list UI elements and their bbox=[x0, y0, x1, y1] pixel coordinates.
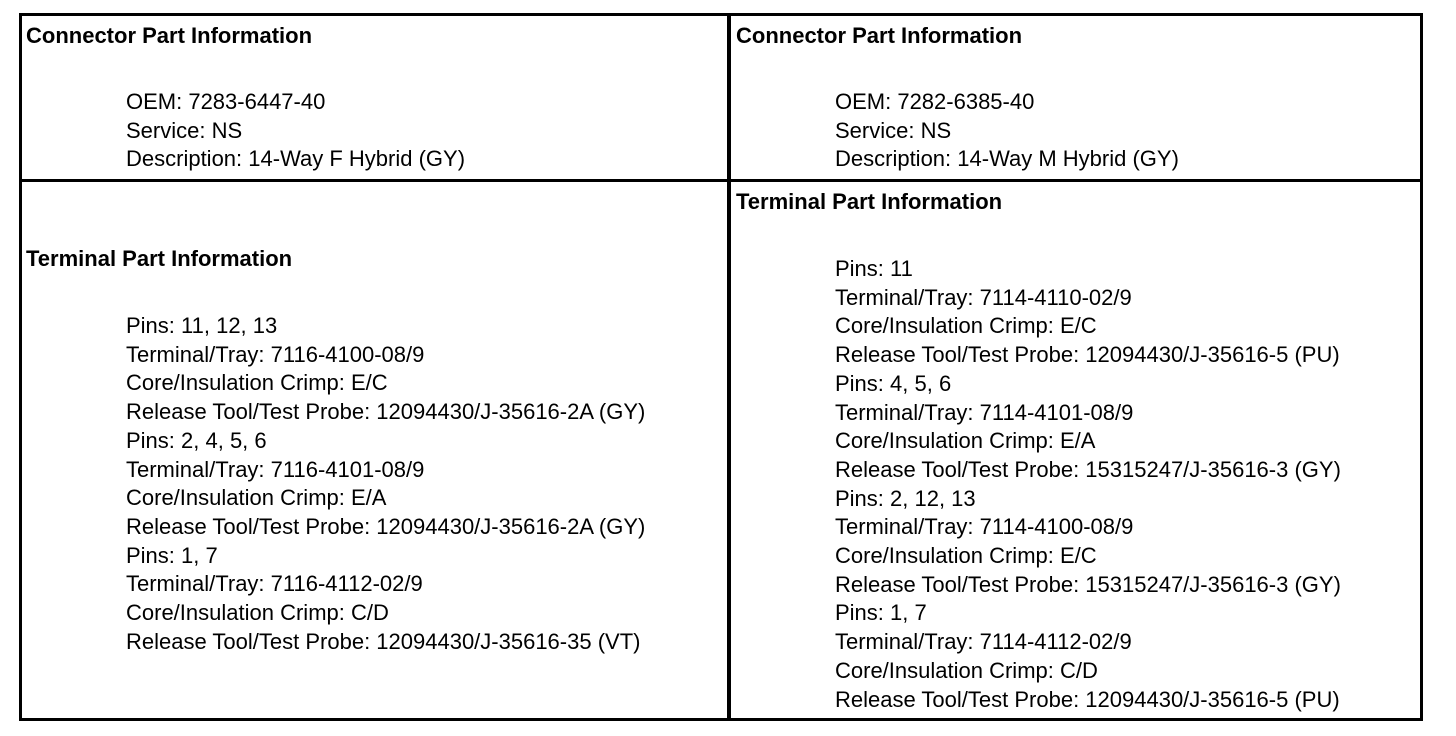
right-terminal-release-tool: Release Tool/Test Probe: 15315247/J-35616-3 (GY) bbox=[835, 456, 1341, 482]
right-terminal-tray: Terminal/Tray: 7114-4100-08/9 bbox=[835, 514, 1134, 540]
right-terminal-crimp: Core/Insulation Crimp: C/D bbox=[835, 657, 1098, 683]
left-terminal-tray: Terminal/Tray: 7116-4112-02/9 bbox=[126, 571, 423, 597]
right-terminal-pins: Pins: 4, 5, 6 bbox=[835, 370, 952, 396]
left-terminal-crimp: Core/Insulation Crimp: E/C bbox=[126, 370, 388, 396]
left-terminal-info bbox=[126, 312, 645, 656]
right-terminal-pins: Pins: 11 bbox=[835, 256, 913, 281]
left-terminal-tray: Terminal/Tray: 7116-4101-08/9 bbox=[126, 456, 425, 482]
left-terminal-heading: Terminal Part Information bbox=[26, 246, 293, 271]
left-terminal-crimp: Core/Insulation Crimp: C/D bbox=[126, 600, 389, 626]
row-divider-left bbox=[19, 179, 729, 182]
right-terminal-tray: Terminal/Tray: 7114-4110-02/9 bbox=[835, 284, 1132, 310]
right-terminal-crimp: Core/Insulation Crimp: E/C bbox=[835, 313, 1097, 339]
left-connector-heading: Connector Part Information bbox=[26, 23, 313, 48]
right-terminal-tray: Terminal/Tray: 7114-4112-02/9 bbox=[835, 629, 1132, 655]
left-terminal-crimp: Core/Insulation Crimp: E/A bbox=[126, 485, 387, 511]
right-connector-description: Description: 14-Way M Hybrid (GY) bbox=[835, 146, 1179, 172]
left-terminal-pins: Pins: 2, 4, 5, 6 bbox=[126, 427, 267, 453]
right-terminal-pins: Pins: 1, 7 bbox=[835, 600, 927, 626]
left-terminal-release-tool: Release Tool/Test Probe: 12094430/J-35616-2A (GY) bbox=[126, 399, 646, 425]
left-connector-description: Description: 14-Way F Hybrid (GY) bbox=[126, 146, 466, 172]
right-terminal-info bbox=[835, 255, 1341, 714]
left-terminal-tray: Terminal/Tray: 7116-4100-08/9 bbox=[126, 341, 425, 367]
right-terminal-pins: Pins: 2, 12, 13 bbox=[835, 485, 976, 511]
left-terminal-pins: Pins: 11, 12, 13 bbox=[126, 313, 278, 338]
column-divider bbox=[727, 13, 731, 721]
right-connector-oem: OEM: 7282-6385-40 bbox=[835, 89, 1035, 114]
right-connector-service: Service: NS bbox=[835, 117, 952, 143]
left-terminal-pins: Pins: 1, 7 bbox=[126, 542, 218, 568]
left-connector-oem: OEM: 7283-6447-40 bbox=[126, 89, 326, 114]
right-terminal-release-tool: Release Tool/Test Probe: 12094430/J-35616-5 (PU) bbox=[835, 342, 1340, 368]
left-connector-info bbox=[126, 88, 465, 174]
row-divider-right bbox=[729, 179, 1423, 182]
right-terminal-release-tool: Release Tool/Test Probe: 15315247/J-35616-3 (GY) bbox=[835, 571, 1341, 597]
right-terminal-heading: Terminal Part Information bbox=[736, 189, 1003, 214]
right-terminal-crimp: Core/Insulation Crimp: E/C bbox=[835, 543, 1097, 569]
right-terminal-release-tool: Release Tool/Test Probe: 12094430/J-35616-5 (PU) bbox=[835, 686, 1340, 712]
left-terminal-release-tool: Release Tool/Test Probe: 12094430/J-35616-35 (VT) bbox=[126, 628, 641, 654]
right-terminal-crimp: Core/Insulation Crimp: E/A bbox=[835, 428, 1096, 454]
right-terminal-tray: Terminal/Tray: 7114-4101-08/9 bbox=[835, 399, 1134, 425]
left-terminal-release-tool: Release Tool/Test Probe: 12094430/J-35616-2A (GY) bbox=[126, 513, 646, 539]
right-connector-heading: Connector Part Information bbox=[736, 23, 1023, 48]
right-connector-info bbox=[835, 88, 1179, 174]
left-connector-service: Service: NS bbox=[126, 117, 243, 143]
